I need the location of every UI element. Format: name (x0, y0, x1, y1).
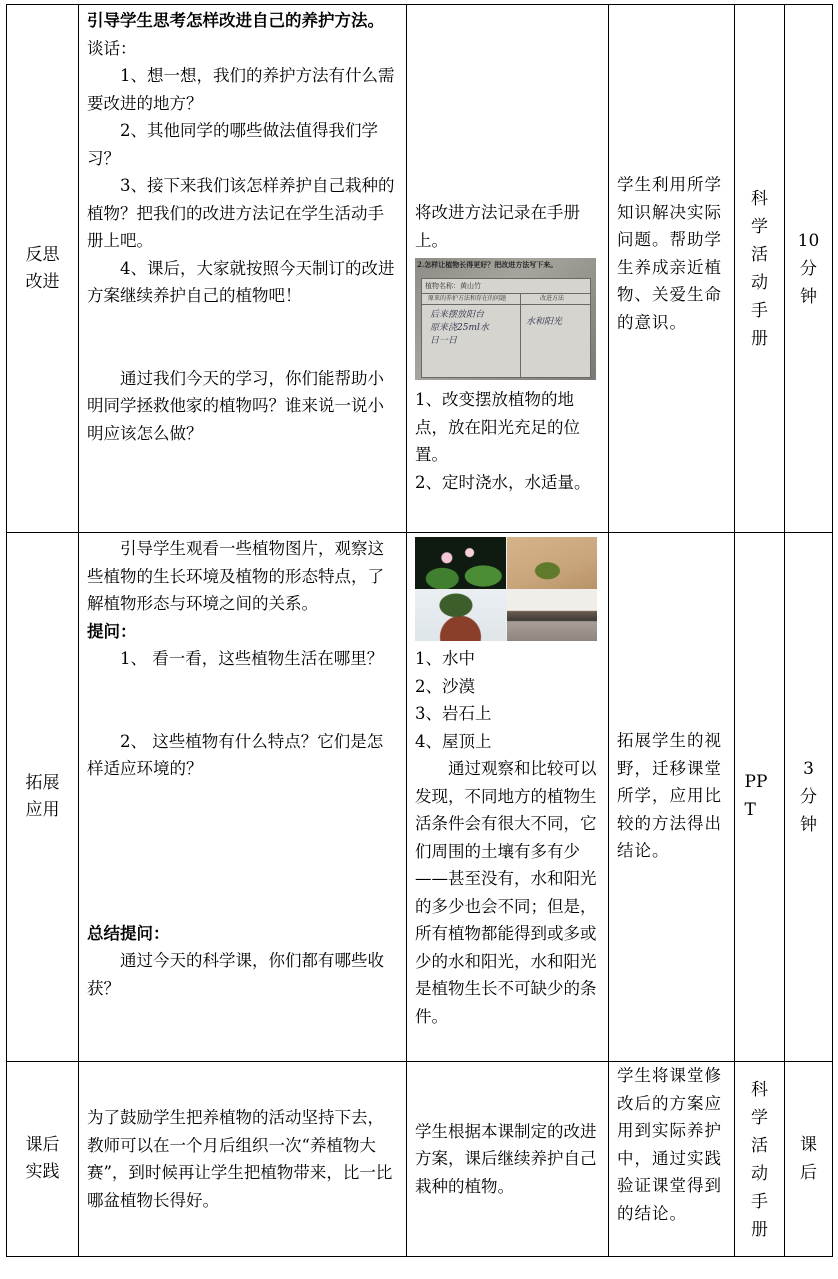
teacher-activity-cell (79, 5, 407, 533)
worksheet-col-left: 原来的养护方法和存在的问题 (428, 295, 507, 302)
resource-label: 科学活动手册 (751, 189, 768, 349)
rock-tree-photo (415, 590, 506, 641)
answer-item: 1、水中 (415, 649, 475, 668)
time-label: 10 分 钟 (797, 231, 820, 307)
table-row-practice (7, 1062, 833, 1257)
question-item: 1、想一想，我们的养护方法有什么需要改进的地方？ (87, 66, 395, 113)
question-item: 2、 这些植物有什么特点？它们是怎样适应环境的？ (87, 731, 384, 778)
answer-item: 2、定时浇水，水适量。 (415, 472, 591, 492)
stage-label: 课后 实践 (25, 1135, 60, 1182)
worksheet-header: 2.怎样让植物长得更好？把改进方法写下来。 (417, 260, 558, 269)
question-item: 1、 看一看，这些植物生活在哪里？ (120, 649, 384, 668)
student-intro: 将改进方法记录在手册上。 (415, 203, 580, 250)
resource-cell (735, 5, 785, 533)
student-activity-cell (407, 1062, 609, 1257)
talk-label: 谈话： (87, 38, 137, 58)
handwriting-line: 后来摆放阳台 (430, 310, 485, 320)
lotus-photo (415, 537, 506, 589)
handwriting-right: 水和阳光 (526, 317, 563, 327)
design-intent: 拓展学生的视野，迁移课堂所学，应用比较的方法得出结论。 (617, 731, 722, 860)
design-intent: 学生将课堂修改后的方案应用到实际养护中，通过实践验证课堂得到的结论。 (617, 1066, 722, 1223)
time-cell (785, 533, 833, 1062)
teacher-practice-text: 为了鼓励学生把养植物的活动坚持下去，教师可以在一个月后组织一次“养植物大赛”，到时候再让学生把植物带来，比一比哪盆植物长得好。 (87, 1108, 393, 1210)
closing-question: 通过我们今天的学习，你们能帮助小明同学拯救他家的植物吗？谁来说一说小明应该怎么做？ (87, 368, 384, 443)
stage-label: 拓展 应用 (25, 773, 60, 820)
answer-item: 1、改变摆放植物的地点，放在阳光充足的位置。 (415, 390, 580, 464)
time-label: 课 后 (800, 1135, 817, 1183)
question-item: 3、接下来我们该怎样养护自己栽种的植物？把我们的改进方法记在学生活动手册上吧。 (87, 176, 395, 250)
design-intent: 学生利用所学知识解决实际问题。帮助学生养成亲近植物、关爱生命的意识。 (617, 175, 722, 332)
design-intent-cell (609, 533, 735, 1062)
plant-photo-collage (415, 537, 597, 641)
student-practice-text: 学生根据本课制定的改进方案，课后继续养护自己栽种的植物。 (415, 1121, 597, 1196)
student-activity-cell (407, 5, 609, 533)
lesson-plan-table (6, 4, 833, 1257)
rooftop-plant-photo (507, 590, 597, 641)
resource-cell (735, 1062, 785, 1257)
resource-label: 科学活动手册 (751, 1080, 768, 1240)
teacher-activity-cell (79, 1062, 407, 1257)
resource-cell (735, 533, 785, 1062)
worksheet-plant-label: 植物名称： (425, 282, 460, 290)
summary-label: 总结提问： (87, 923, 170, 943)
question-item: 2、其他同学的哪些做法值得我们学习？ (87, 121, 378, 168)
worksheet-photo (415, 258, 596, 380)
section-heading: 引导学生思考怎样改进自己的养护方法。 (87, 11, 384, 30)
ask-label: 提问： (87, 621, 137, 641)
time-cell (785, 5, 833, 533)
teacher-intro: 引导学生观看一些植物图片，观察这些植物的生长环境及植物的形态特点，了解植物形态与环境之间的关系。 (87, 539, 384, 613)
table-row-reflect (7, 5, 833, 533)
stage-cell (7, 1062, 79, 1257)
student-activity-cell (407, 533, 609, 1062)
stage-cell (7, 5, 79, 533)
time-cell (785, 1062, 833, 1257)
question-item: 4、课后，大家就按照今天制订的改进方案继续养护自己的植物吧！ (87, 258, 395, 305)
answer-item: 3、岩石上 (415, 704, 492, 723)
design-intent-cell (609, 1062, 735, 1257)
handwriting-line: 日一日 (430, 336, 458, 346)
answer-item: 2、沙漠 (415, 676, 475, 696)
time-label: 3 分 钟 (800, 759, 817, 835)
resource-label: PPT (744, 772, 768, 820)
worksheet-plant-value: 黄山竹 (460, 282, 481, 290)
summary-question: 通过今天的科学课，你们都有哪些收获？ (87, 951, 384, 998)
desert-plant-photo (507, 537, 597, 589)
conclusion-text: 通过观察和比较可以发现，不同地方的植物生活条件会有很大不同，它们周围的土壤有多有少——甚至没有，水和阳光的多少也会不同；但是，所有植物都能得到或多或少的水和阳光，水和阳光是植物生长不可缺少的条件。 (415, 759, 597, 1026)
stage-label: 反思 改进 (25, 244, 60, 292)
handwriting-line: 原来浇25ml水 (430, 323, 489, 333)
teacher-activity-cell (79, 533, 407, 1062)
table-row-extend (7, 533, 833, 1062)
worksheet-col-right: 改进方法 (540, 295, 565, 302)
stage-cell (7, 533, 79, 1062)
design-intent-cell (609, 5, 735, 533)
answer-item: 4、屋顶上 (415, 731, 492, 751)
